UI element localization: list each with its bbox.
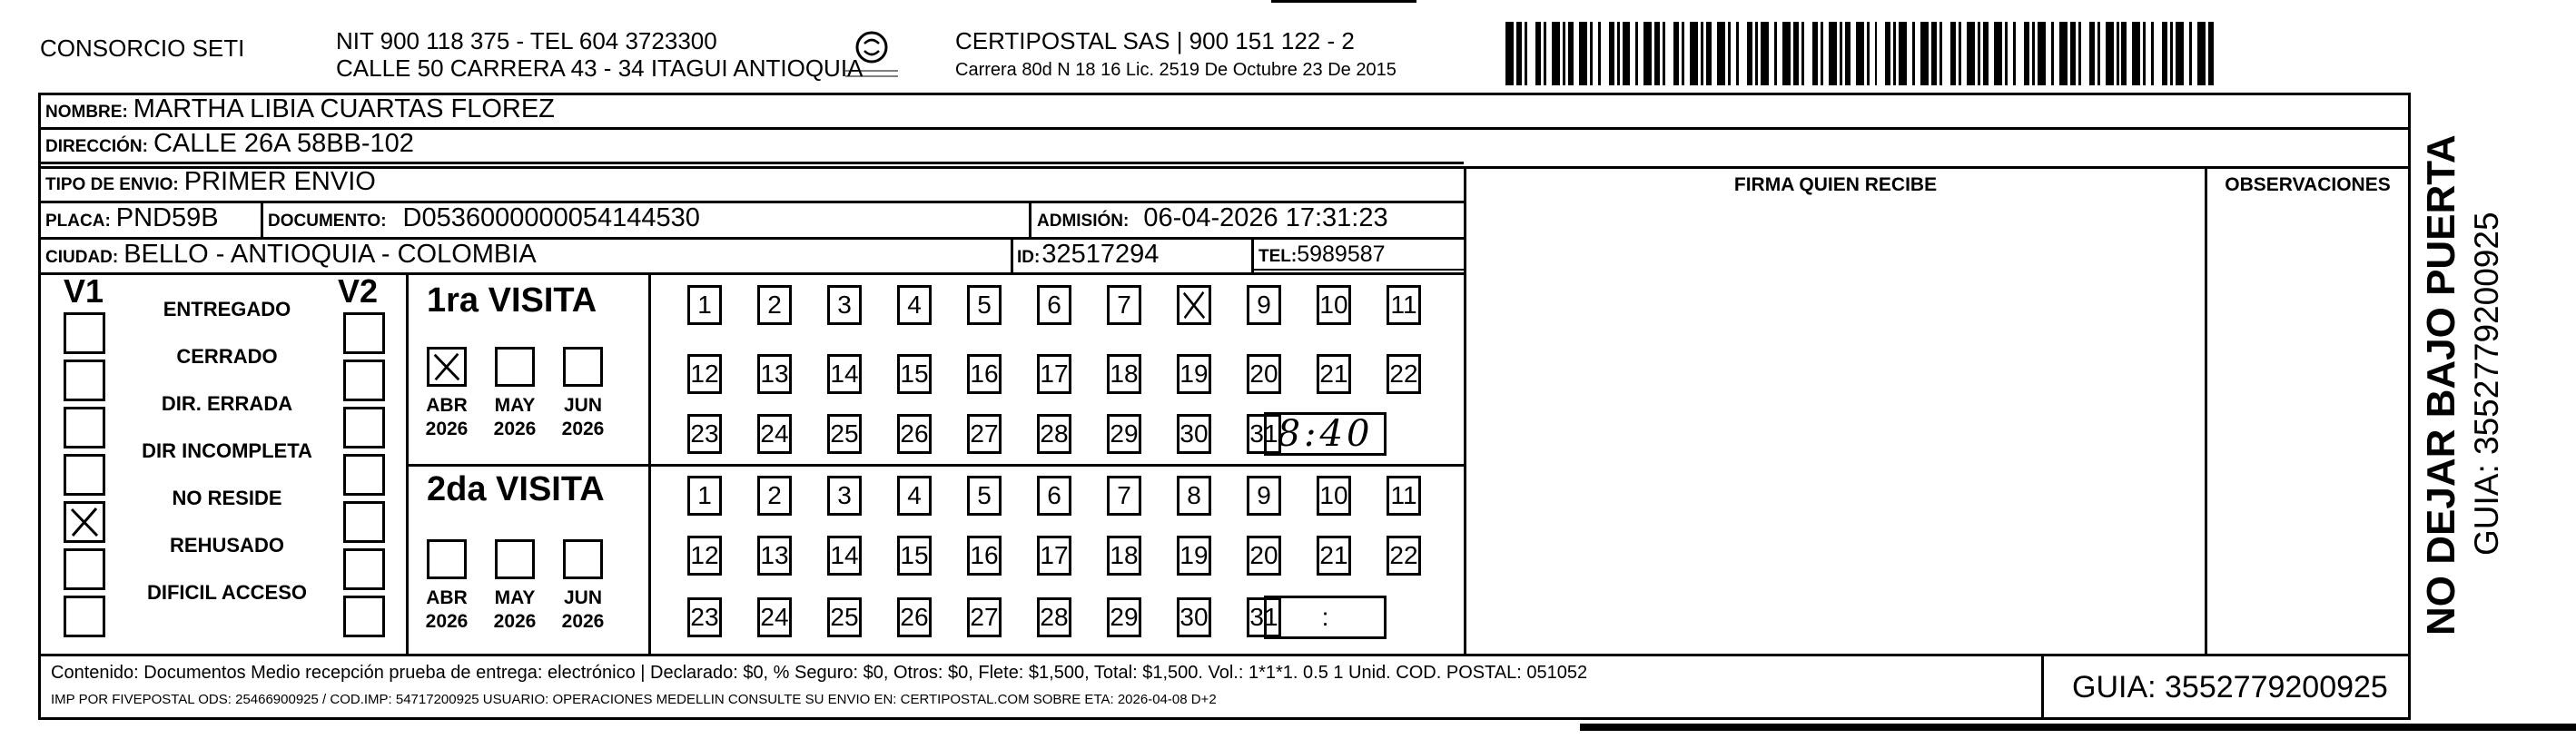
day-number: 7: [1117, 291, 1131, 319]
day-box[interactable]: [1317, 285, 1351, 325]
status-label: DIFICIL ACCESO: [146, 581, 307, 604]
month-checkbox[interactable]: [495, 539, 535, 579]
day-number: 19: [1179, 360, 1209, 388]
day-number: 20: [1249, 541, 1278, 569]
day-box[interactable]: [1317, 354, 1351, 394]
admision-cell: [1037, 203, 1388, 233]
ciudad-label: CIUDAD:: [45, 248, 119, 267]
day-box[interactable]: [897, 536, 932, 576]
nombre-label: NOMBRE:: [45, 103, 128, 122]
v1-checkbox[interactable]: [64, 501, 105, 543]
v1-header: V1: [64, 272, 104, 310]
time-separator: :: [1321, 603, 1329, 631]
footer-imp: IMP POR FIVEPOSTAL ODS: 25466900925 / COD.IMP: 54717200925 USUARIO: OPERACIONES MEDELLIN CONSULTE SU ENVIO EN: CERTIPOSTAL.COM SOBRE ETA: 2026-04-08 D+2: [51, 692, 1217, 707]
placa-cell: [45, 203, 219, 233]
month-checkbox[interactable]: [563, 347, 603, 387]
day-box[interactable]: [757, 536, 792, 576]
day-box[interactable]: [1107, 354, 1141, 394]
day-number: 15: [900, 541, 929, 569]
day-number: 21: [1319, 541, 1348, 569]
month-label: ABR 2026: [425, 395, 469, 439]
ciudad-cell: [45, 240, 537, 270]
day-number: 12: [690, 541, 719, 569]
bottom-rule: [1580, 724, 2576, 731]
day-number: 1: [697, 481, 712, 509]
day-number: 9: [1257, 481, 1271, 509]
day-box[interactable]: [1037, 354, 1071, 394]
day-box[interactable]: [827, 414, 862, 454]
day-number: 24: [760, 419, 789, 448]
v2-checkbox[interactable]: [343, 312, 385, 354]
month-label: MAY 2026: [493, 395, 537, 439]
company-name: CONSORCIO SETI: [40, 34, 245, 62]
day-box[interactable]: [757, 597, 792, 637]
day-number: 16: [970, 360, 999, 388]
v2-checkbox[interactable]: [343, 501, 385, 543]
day-number: 11: [1390, 481, 1417, 509]
day-box[interactable]: [1037, 285, 1071, 325]
day-number: 3: [837, 291, 852, 319]
day-box[interactable]: [1107, 414, 1141, 454]
day-number: 30: [1179, 419, 1209, 448]
day-number: 27: [970, 603, 999, 631]
day-box[interactable]: [1247, 476, 1281, 516]
v2-checkbox[interactable]: [343, 548, 385, 590]
day-box[interactable]: [1177, 536, 1211, 576]
day-number: 3: [837, 481, 852, 509]
day-box[interactable]: [1247, 285, 1281, 325]
day-number: 29: [1110, 419, 1139, 448]
certipostal-subline: Carrera 80d N 18 16 Lic. 2519 De Octubre 23 De 2015: [955, 60, 1397, 80]
day-number: 29: [1110, 603, 1139, 631]
day-box[interactable]: [1317, 476, 1351, 516]
day-number: 23: [690, 603, 719, 631]
documento-cell: [268, 203, 700, 233]
v1-checkbox[interactable]: [64, 548, 105, 590]
id-value: 32517294: [1041, 240, 1160, 269]
observaciones-header: OBSERVACIONES: [2225, 174, 2391, 195]
handwritten-time: 8:40: [1277, 413, 1374, 455]
footer-contenido: Contenido: Documentos Medio recepción prueba de entrega: electrónico | Declarado: $0, % Seguro: $0, Otros: $0, Flete: $1,500, Total: $1,500. Vol.: 1*1*1. 0.5 1 Unid. COD. POSTAL: 051052: [51, 663, 1588, 683]
day-number: 17: [1040, 541, 1069, 569]
day-box[interactable]: [967, 536, 1002, 576]
day-box[interactable]: [687, 597, 722, 637]
admision-label: ADMISIÓN:: [1037, 212, 1130, 231]
day-number: 28: [1040, 603, 1069, 631]
day-box[interactable]: [687, 285, 722, 325]
day-box[interactable]: [687, 354, 722, 394]
day-number: 21: [1319, 360, 1348, 388]
day-box[interactable]: [967, 597, 1002, 637]
day-box[interactable]: [1177, 354, 1211, 394]
day-number: 2: [767, 481, 782, 509]
day-box[interactable]: [897, 476, 932, 516]
side-warning: NO DEJAR BAJO PUERTA: [2419, 134, 2463, 636]
day-number: 23: [690, 419, 719, 448]
day-box[interactable]: [897, 414, 932, 454]
documento-value: D0536000000054144530: [402, 203, 700, 232]
month-label: MAY 2026: [493, 587, 537, 632]
placa-label: PLACA:: [45, 212, 111, 231]
day-number: 27: [970, 419, 999, 448]
day-box[interactable]: [967, 414, 1002, 454]
v2-header: V2: [338, 272, 379, 310]
status-label: ENTREGADO: [163, 298, 291, 320]
tipo-envio-label: TIPO DE ENVIO:: [45, 175, 179, 194]
day-number: 16: [970, 541, 999, 569]
day-box[interactable]: [1387, 285, 1421, 325]
day-box[interactable]: [1317, 536, 1351, 576]
day-box[interactable]: [1247, 354, 1281, 394]
day-box[interactable]: [827, 597, 862, 637]
day-box[interactable]: [1387, 476, 1421, 516]
direccion-row: [45, 129, 414, 159]
day-box[interactable]: [827, 285, 862, 325]
day-box[interactable]: [1177, 414, 1211, 454]
day-number: 14: [830, 541, 859, 569]
day-box[interactable]: [967, 285, 1002, 325]
day-number: 22: [1389, 360, 1418, 388]
ciudad-value: BELLO - ANTIOQUIA - COLOMBIA: [123, 240, 537, 269]
status-label: REHUSADO: [170, 534, 284, 557]
day-number: 5: [977, 291, 992, 319]
placa-value: PND59B: [115, 203, 219, 232]
side-guia: GUIA: 3552779200925: [2468, 212, 2505, 556]
v1-checkbox[interactable]: [64, 596, 105, 637]
day-box[interactable]: [757, 414, 792, 454]
nombre-value: MARTHA LIBIA CUARTAS FLOREZ: [133, 94, 555, 123]
month-checkbox[interactable]: [563, 539, 603, 579]
tel-cell: [1258, 241, 1386, 268]
first-visit-title: 1ra VISITA: [427, 281, 597, 320]
documento-label: DOCUMENTO:: [268, 212, 387, 231]
tipo-envio-value: PRIMER ENVIO: [183, 167, 376, 196]
day-box[interactable]: [1037, 476, 1071, 516]
v2-checkbox[interactable]: [343, 596, 385, 637]
day-number: 2: [767, 291, 782, 319]
month-label: ABR 2026: [425, 587, 469, 632]
nombre-row: [45, 94, 555, 124]
admision-value: 06-04-2026 17:31:23: [1143, 203, 1388, 232]
v1-checkbox[interactable]: [64, 312, 105, 354]
id-label: ID:: [1017, 248, 1041, 267]
day-box[interactable]: [1037, 414, 1071, 454]
day-box[interactable]: [897, 285, 932, 325]
month-checkbox[interactable]: [427, 347, 467, 387]
day-box[interactable]: [1177, 597, 1211, 637]
day-number: 25: [830, 603, 859, 631]
top-rule: [1271, 0, 1416, 3]
barcode: [1505, 22, 2214, 85]
day-number: 24: [760, 603, 789, 631]
day-number: 17: [1040, 360, 1069, 388]
footer-guia: GUIA: 3552779200925: [2072, 670, 2388, 705]
day-number: 26: [900, 419, 929, 448]
status-label: NO RESIDE: [172, 487, 282, 509]
day-number: 26: [900, 603, 929, 631]
day-number: 11: [1390, 291, 1417, 319]
day-box[interactable]: [827, 354, 862, 394]
certipostal-line: CERTIPOSTAL SAS | 900 151 122 - 2: [955, 27, 1355, 54]
status-label: CERRADO: [176, 345, 278, 368]
day-number: 20: [1249, 360, 1278, 388]
month-label: JUN 2026: [561, 587, 605, 632]
day-number: 15: [900, 360, 929, 388]
day-number: 28: [1040, 419, 1069, 448]
day-box[interactable]: [757, 285, 792, 325]
day-box[interactable]: [967, 354, 1002, 394]
day-box[interactable]: [1387, 536, 1421, 576]
status-label: DIR INCOMPLETA: [142, 439, 312, 462]
day-number: 13: [760, 541, 789, 569]
day-box[interactable]: [1107, 285, 1141, 325]
day-number: 5: [977, 481, 992, 509]
day-number: 9: [1257, 291, 1271, 319]
day-box[interactable]: [757, 354, 792, 394]
day-box[interactable]: [827, 536, 862, 576]
day-number: 10: [1319, 481, 1348, 509]
day-box[interactable]: [897, 597, 932, 637]
firma-header: FIRMA QUIEN RECIBE: [1733, 174, 1938, 195]
time-box[interactable]: [1264, 412, 1387, 456]
status-label: DIR. ERRADA: [161, 392, 293, 415]
id-cell: [1017, 240, 1159, 270]
day-box[interactable]: [1177, 285, 1211, 325]
v1-checkbox[interactable]: [64, 407, 105, 448]
month-checkbox[interactable]: [427, 539, 467, 579]
day-number: 18: [1110, 360, 1139, 388]
certipostal-logo: [840, 29, 903, 84]
day-number: 13: [760, 360, 789, 388]
day-number: 19: [1179, 541, 1209, 569]
nit-line: NIT 900 118 375 - TEL 604 3723300: [336, 27, 717, 54]
day-number: 30: [1179, 603, 1209, 631]
day-number: 25: [830, 419, 859, 448]
tel-value: 5989587: [1297, 241, 1386, 267]
day-number: 31: [1249, 419, 1278, 448]
tel-label: TEL:: [1258, 247, 1298, 266]
second-visit-title: 2da VISITA: [427, 470, 605, 508]
day-box[interactable]: [827, 476, 862, 516]
day-box[interactable]: [1107, 476, 1141, 516]
direccion-label: DIRECCIÓN:: [45, 137, 148, 156]
day-number: 6: [1047, 291, 1061, 319]
address-line: CALLE 50 CARRERA 43 - 34 ITAGUI ANTIOQUIA: [336, 54, 864, 82]
day-number: 4: [907, 481, 922, 509]
v2-checkbox[interactable]: [343, 360, 385, 401]
day-box[interactable]: [1107, 536, 1141, 576]
day-box[interactable]: [1037, 536, 1071, 576]
day-number: 22: [1389, 541, 1418, 569]
day-number: 18: [1110, 541, 1139, 569]
day-number: 10: [1319, 291, 1348, 319]
day-number: 6: [1047, 481, 1061, 509]
time-box[interactable]: [1264, 596, 1387, 639]
v1-checkbox[interactable]: [64, 454, 105, 496]
direccion-value: CALLE 26A 58BB-102: [153, 129, 414, 158]
day-box[interactable]: [687, 476, 722, 516]
day-box[interactable]: [757, 476, 792, 516]
day-box[interactable]: [687, 536, 722, 576]
day-box[interactable]: [1037, 597, 1071, 637]
day-number: 31: [1249, 603, 1278, 631]
v2-checkbox[interactable]: [343, 407, 385, 448]
day-box[interactable]: [1387, 354, 1421, 394]
day-box[interactable]: [1107, 597, 1141, 637]
v2-checkbox[interactable]: [343, 454, 385, 496]
month-checkbox[interactable]: [495, 347, 535, 387]
day-box[interactable]: [1247, 536, 1281, 576]
day-number: 4: [907, 291, 922, 319]
month-label: JUN 2026: [561, 395, 605, 439]
day-box[interactable]: [967, 476, 1002, 516]
day-number: 14: [830, 360, 859, 388]
tipo-envio-row: [45, 167, 376, 197]
day-box[interactable]: [687, 414, 722, 454]
day-number: 12: [690, 360, 719, 388]
day-number: 1: [697, 291, 712, 319]
day-box[interactable]: [897, 354, 932, 394]
day-number: 8: [1187, 481, 1201, 509]
day-box[interactable]: [1177, 476, 1211, 516]
v1-checkbox[interactable]: [64, 360, 105, 401]
day-number: 7: [1117, 481, 1131, 509]
